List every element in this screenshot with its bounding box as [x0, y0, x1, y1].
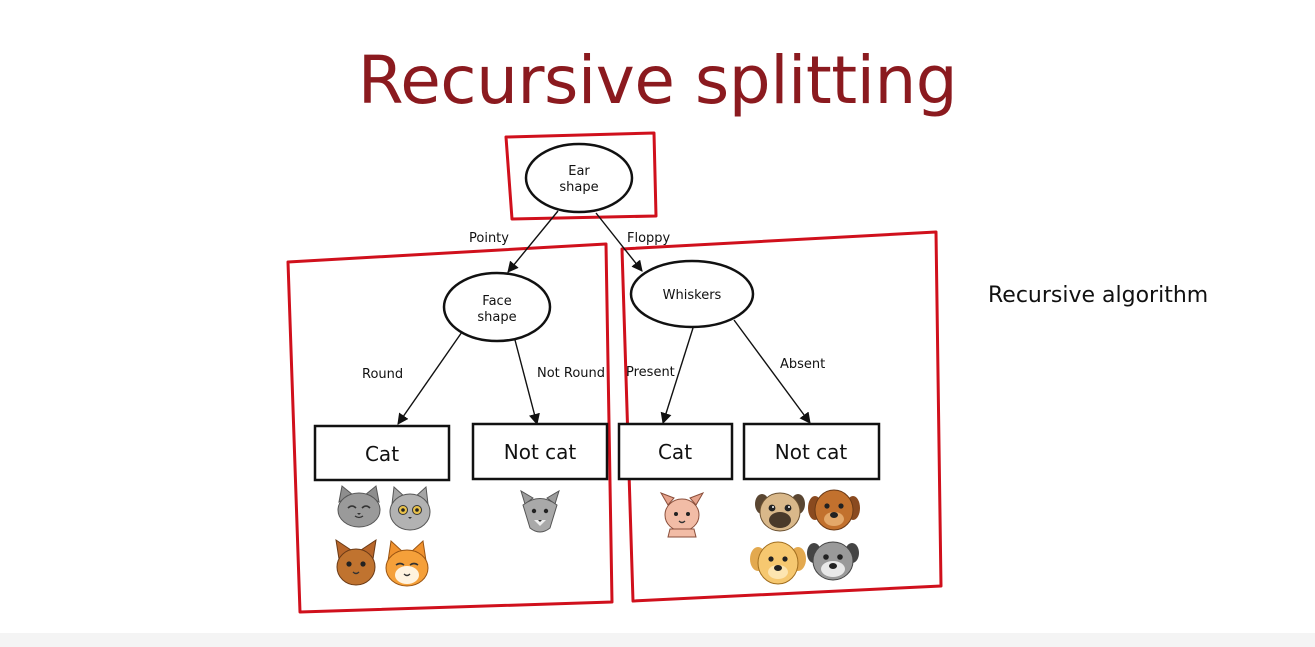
edge-label-present: Present [626, 365, 675, 380]
grey-cat-icon [338, 486, 380, 527]
footer-strip [0, 633, 1315, 647]
face-node-label-2: shape [477, 310, 517, 325]
edge-not-round [515, 340, 537, 424]
pug-dog-icon [755, 493, 805, 531]
grey-dog-icon [807, 542, 859, 580]
edge-label-pointy: Pointy [469, 231, 509, 246]
edge-label-round: Round [362, 367, 404, 382]
leaf-box-cat-right [619, 424, 732, 479]
face-shape-node [444, 273, 550, 341]
edge-label-floppy: Floppy [627, 231, 671, 246]
orange-cat-icon [386, 541, 428, 586]
side-note: Recursive algorithm [988, 283, 1209, 308]
root-node-label-1: Ear [568, 164, 590, 179]
leaf-label-1: Cat [364, 442, 400, 466]
yellow-dog-icon [750, 542, 806, 584]
pink-cat-icon [661, 493, 703, 537]
grey-cat-icon [390, 487, 430, 530]
leaf-label-4: Not cat [774, 440, 848, 464]
grey-cat-icon [521, 491, 559, 532]
leaf-box-cat-left [315, 426, 449, 480]
face-node-label-1: Face [482, 294, 512, 309]
leaf-box-not-cat-left [473, 424, 607, 479]
slide-title: Recursive splitting [357, 42, 958, 119]
root-node-label-2: shape [559, 180, 599, 195]
leaf-label-3: Cat [657, 440, 693, 464]
whiskers-node-label: Whiskers [662, 288, 722, 303]
edge-round [398, 332, 462, 424]
root-node [526, 144, 632, 212]
leaf-label-2: Not cat [503, 440, 577, 464]
brown-cat-icon [336, 540, 376, 585]
edge-label-not-round: Not Round [537, 366, 606, 381]
brown-dog-icon [808, 490, 860, 530]
edge-label-absent: Absent [780, 357, 826, 372]
whiskers-node [631, 261, 753, 327]
leaf-box-not-cat-right [744, 424, 879, 479]
